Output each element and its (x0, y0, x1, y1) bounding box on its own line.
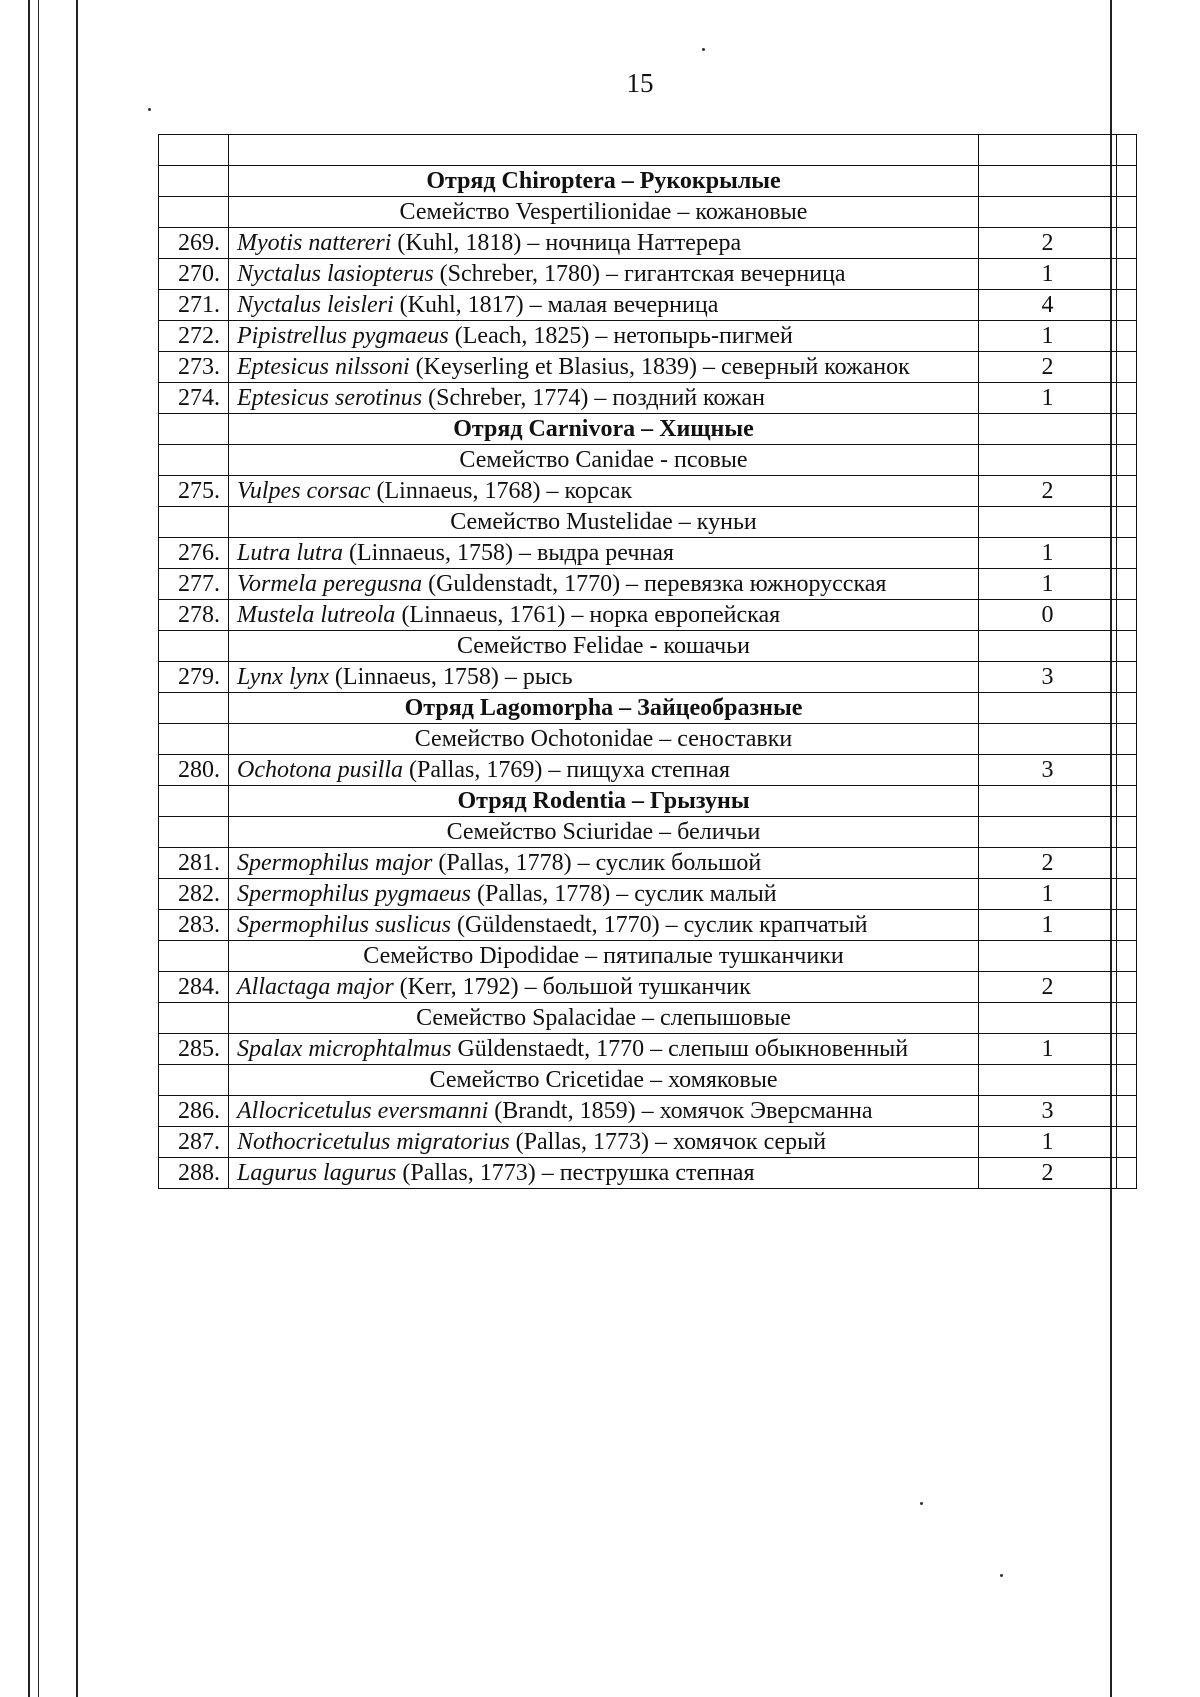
status-category: 2 (979, 972, 1117, 1003)
latin-name: Lynx lynx (237, 664, 329, 690)
row-number: 273. (159, 352, 229, 383)
species-name (229, 848, 979, 879)
status-category: 3 (979, 662, 1117, 693)
species-row (159, 662, 1137, 693)
order-heading: Отряд Chiroptera – Рукокрылые (229, 166, 979, 197)
scan-edge-line (38, 0, 39, 1697)
family-heading: Семейство Dipodidae – пятипалые тушканчики (229, 941, 979, 972)
row-number: 276. (159, 538, 229, 569)
extra-column (1117, 1065, 1137, 1096)
latin-name: Myotis nattereri (237, 230, 392, 256)
latin-name: Lagurus lagurus (237, 1160, 397, 1186)
extra-column (1117, 569, 1137, 600)
species-row (159, 600, 1137, 631)
family-row (159, 817, 1137, 848)
row-number: 279. (159, 662, 229, 693)
author-and-common-name: (Kuhl, 1817) – малая вечерница (393, 292, 719, 318)
family-row (159, 507, 1137, 538)
status-category: 1 (979, 538, 1117, 569)
author-and-common-name: (Linnaeus, 1758) – рысь (328, 664, 573, 690)
author-and-common-name: (Schreber, 1774) – поздний кожан (422, 385, 765, 411)
order-heading: Отряд Rodentia – Грызуны (229, 786, 979, 817)
latin-name: Vormela peregusna (237, 571, 423, 597)
status-category (979, 414, 1117, 445)
status-category (979, 817, 1117, 848)
family-row (159, 197, 1137, 228)
status-category: 1 (979, 569, 1117, 600)
extra-column (1117, 1096, 1137, 1127)
extra-column (1117, 848, 1137, 879)
species-row (159, 321, 1137, 352)
author-and-common-name: (Schreber, 1780) – гигантская вечерница (433, 261, 846, 287)
species-table (158, 134, 1137, 1189)
species-name (229, 383, 979, 414)
row-number: 287. (159, 1127, 229, 1158)
row-number: 284. (159, 972, 229, 1003)
author-and-common-name: (Linnaeus, 1761) – норка европейская (395, 602, 781, 628)
row-number (159, 786, 229, 817)
row-number: 272. (159, 321, 229, 352)
status-category (979, 507, 1117, 538)
row-number: 278. (159, 600, 229, 631)
header-cell (229, 135, 979, 166)
latin-name: Spermophilus major (237, 850, 433, 876)
row-number (159, 445, 229, 476)
row-number (159, 166, 229, 197)
extra-column (1117, 321, 1137, 352)
author-and-common-name: (Kuhl, 1818) – ночница Наттерера (391, 230, 742, 256)
species-row (159, 352, 1137, 383)
family-row (159, 941, 1137, 972)
species-name (229, 1158, 979, 1189)
species-row (159, 1158, 1137, 1189)
family-heading: Семейство Spalacidae – слепышовые (229, 1003, 979, 1034)
author-and-common-name: (Linnaeus, 1758) – выдра речная (343, 540, 674, 566)
status-category: 1 (979, 879, 1117, 910)
status-category (979, 197, 1117, 228)
extra-column (1117, 507, 1137, 538)
species-name (229, 321, 979, 352)
species-name (229, 1034, 979, 1065)
status-category: 1 (979, 321, 1117, 352)
extra-column (1117, 693, 1137, 724)
species-name (229, 910, 979, 941)
latin-name: Nyctalus lasiopterus (237, 261, 434, 287)
row-number (159, 414, 229, 445)
status-category: 2 (979, 228, 1117, 259)
extra-column (1117, 972, 1137, 1003)
status-category: 2 (979, 848, 1117, 879)
status-category (979, 786, 1117, 817)
extra-column (1117, 817, 1137, 848)
family-row (159, 1065, 1137, 1096)
author-and-common-name: (Pallas, 1778) – суслик большой (432, 850, 762, 876)
author-and-common-name: (Leach, 1825) – нетопырь-пигмей (448, 323, 793, 349)
row-number (159, 631, 229, 662)
species-name (229, 755, 979, 786)
species-name (229, 476, 979, 507)
species-row (159, 879, 1137, 910)
family-heading: Семейство Ochotonidae – сеноставки (229, 724, 979, 755)
status-category: 1 (979, 259, 1117, 290)
status-category: 2 (979, 1158, 1117, 1189)
extra-column (1117, 476, 1137, 507)
scan-edge-line (76, 0, 78, 1697)
species-row (159, 476, 1137, 507)
family-row (159, 724, 1137, 755)
family-row (159, 1003, 1137, 1034)
status-category (979, 724, 1117, 755)
family-row (159, 445, 1137, 476)
author-and-common-name: (Pallas, 1778) – суслик малый (470, 881, 777, 907)
species-row (159, 910, 1137, 941)
status-category: 2 (979, 476, 1117, 507)
row-number: 275. (159, 476, 229, 507)
order-row (159, 414, 1137, 445)
author-and-common-name: (Kerr, 1792) – большой тушканчик (393, 974, 751, 1000)
extra-column (1117, 600, 1137, 631)
species-row (159, 569, 1137, 600)
author-and-common-name: (Brandt, 1859) – хомячок Эверсманна (488, 1098, 873, 1124)
status-category: 4 (979, 290, 1117, 321)
scan-speck (1000, 1574, 1003, 1577)
scan-edge-line (28, 0, 30, 1697)
extra-column (1117, 197, 1137, 228)
latin-name: Lutra lutra (237, 540, 344, 566)
extra-column (1117, 538, 1137, 569)
page-number: 15 (626, 68, 654, 98)
latin-name: Nothocricetulus migratorius (237, 1129, 510, 1155)
header-cell (159, 135, 229, 166)
species-name (229, 1096, 979, 1127)
status-category: 3 (979, 755, 1117, 786)
order-heading: Отряд Carnivora – Хищные (229, 414, 979, 445)
extra-column (1117, 259, 1137, 290)
species-name (229, 1127, 979, 1158)
species-row (159, 755, 1137, 786)
status-category: 1 (979, 910, 1117, 941)
species-row (159, 1034, 1137, 1065)
extra-column (1117, 631, 1137, 662)
author-and-common-name: (Güldenstaedt, 1770) – суслик крапчатый (451, 912, 868, 938)
extra-column (1117, 228, 1137, 259)
header-cell (1117, 135, 1137, 166)
row-number (159, 1003, 229, 1034)
species-name (229, 600, 979, 631)
species-row (159, 1096, 1137, 1127)
status-category: 1 (979, 1127, 1117, 1158)
order-row (159, 166, 1137, 197)
latin-name: Spermophilus pygmaeus (237, 881, 471, 907)
latin-name: Spalax microphtalmus (237, 1036, 452, 1062)
latin-name: Pipistrellus pygmaeus (237, 323, 449, 349)
latin-name: Eptesicus nilssoni (237, 354, 410, 380)
order-heading: Отряд Lagomorpha – Зайцеобразные (229, 693, 979, 724)
extra-column (1117, 352, 1137, 383)
author-and-common-name: (Pallas, 1769) – пищуха степная (403, 757, 730, 783)
extra-column (1117, 724, 1137, 755)
row-number: 270. (159, 259, 229, 290)
row-number: 280. (159, 755, 229, 786)
species-row (159, 1127, 1137, 1158)
species-row (159, 538, 1137, 569)
latin-name: Spermophilus suslicus (237, 912, 452, 938)
author-and-common-name: (Pallas, 1773) – хомячок серый (509, 1129, 827, 1155)
row-number (159, 724, 229, 755)
extra-column (1117, 1158, 1137, 1189)
header-cell (979, 135, 1117, 166)
extra-column (1117, 383, 1137, 414)
status-category (979, 941, 1117, 972)
family-heading: Семейство Vespertilionidae – кожановые (229, 197, 979, 228)
species-name (229, 352, 979, 383)
row-number: 281. (159, 848, 229, 879)
author-and-common-name: (Keyserling et Blasius, 1839) – северный кожанок (409, 354, 910, 380)
row-number (159, 197, 229, 228)
order-row (159, 786, 1137, 817)
row-number (159, 507, 229, 538)
extra-column (1117, 910, 1137, 941)
species-name (229, 879, 979, 910)
row-number: 282. (159, 879, 229, 910)
species-row (159, 259, 1137, 290)
species-name (229, 538, 979, 569)
order-row (159, 693, 1137, 724)
status-category (979, 1065, 1117, 1096)
row-number: 283. (159, 910, 229, 941)
row-number: 286. (159, 1096, 229, 1127)
status-category (979, 166, 1117, 197)
extra-column (1117, 879, 1137, 910)
author-and-common-name: (Guldenstadt, 1770) – перевязка южнорусская (422, 571, 887, 597)
author-and-common-name: Güldenstaedt, 1770 – слепыш обыкновенный (451, 1036, 909, 1062)
extra-column (1117, 290, 1137, 321)
family-heading: Семейство Canidae - псовые (229, 445, 979, 476)
family-heading: Семейство Felidae - кошачьи (229, 631, 979, 662)
row-number: 274. (159, 383, 229, 414)
extra-column (1117, 1127, 1137, 1158)
status-category: 2 (979, 352, 1117, 383)
latin-name: Nyctalus leisleri (237, 292, 394, 318)
species-name (229, 569, 979, 600)
row-number: 277. (159, 569, 229, 600)
species-row (159, 290, 1137, 321)
species-row (159, 848, 1137, 879)
extra-column (1117, 414, 1137, 445)
row-number: 288. (159, 1158, 229, 1189)
scan-speck (920, 1502, 923, 1505)
species-row (159, 383, 1137, 414)
family-heading: Семейство Sciuridae – беличьи (229, 817, 979, 848)
extra-column (1117, 786, 1137, 817)
latin-name: Eptesicus serotinus (237, 385, 423, 411)
row-number: 269. (159, 228, 229, 259)
species-name (229, 290, 979, 321)
scan-speck (148, 108, 151, 111)
extra-column (1117, 941, 1137, 972)
row-number: 271. (159, 290, 229, 321)
status-category (979, 1003, 1117, 1034)
latin-name: Allocricetulus eversmanni (237, 1098, 489, 1124)
row-number (159, 941, 229, 972)
latin-name: Vulpes corsac (237, 478, 371, 504)
author-and-common-name: (Pallas, 1773) – пеструшка степная (396, 1160, 755, 1186)
scan-speck (702, 48, 705, 51)
row-number (159, 1065, 229, 1096)
status-category: 1 (979, 383, 1117, 414)
species-name (229, 228, 979, 259)
family-heading: Семейство Cricetidae – хомяковые (229, 1065, 979, 1096)
author-and-common-name: (Linnaeus, 1768) – корсак (370, 478, 633, 504)
status-category: 3 (979, 1096, 1117, 1127)
table-header-row (159, 135, 1137, 166)
species-row (159, 228, 1137, 259)
species-row (159, 972, 1137, 1003)
species-table-body (159, 135, 1137, 1189)
status-category (979, 631, 1117, 662)
row-number (159, 817, 229, 848)
extra-column (1117, 166, 1137, 197)
status-category: 1 (979, 1034, 1117, 1065)
family-heading: Семейство Mustelidae – куньи (229, 507, 979, 538)
status-category (979, 693, 1117, 724)
family-row (159, 631, 1137, 662)
status-category (979, 445, 1117, 476)
latin-name: Mustela lutreola (237, 602, 396, 628)
row-number: 285. (159, 1034, 229, 1065)
species-name (229, 259, 979, 290)
extra-column (1117, 445, 1137, 476)
latin-name: Allactaga major (237, 974, 394, 1000)
species-name (229, 662, 979, 693)
extra-column (1117, 1003, 1137, 1034)
latin-name: Ochotona pusilla (237, 757, 403, 783)
status-category: 0 (979, 600, 1117, 631)
row-number (159, 693, 229, 724)
species-name (229, 972, 979, 1003)
extra-column (1117, 662, 1137, 693)
extra-column (1117, 755, 1137, 786)
extra-column (1117, 1034, 1137, 1065)
